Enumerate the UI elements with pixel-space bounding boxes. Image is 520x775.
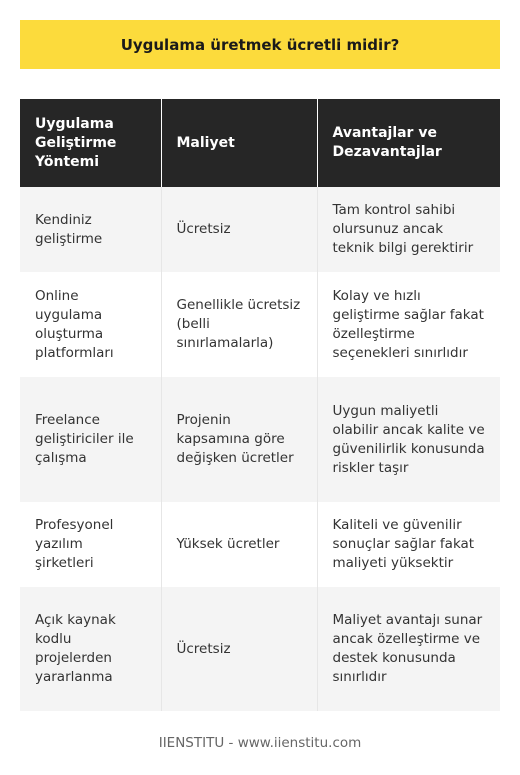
cell-method: Açık kaynak kodlu projelerden yararlanma: [20, 587, 161, 711]
cell-cost: Yüksek ücretler: [161, 502, 317, 587]
cell-cost: Genellikle ücretsiz (belli sınırlamalarla): [161, 272, 317, 377]
cell-cost: Ücretsiz: [161, 587, 317, 711]
table-row: [20, 587, 500, 711]
cell-pros-cons: Kaliteli ve güvenilir sonuçlar sağlar fakat maliyeti yüksektir: [317, 502, 500, 587]
cell-cost: Ücretsiz: [161, 187, 317, 272]
cell-pros-cons: Maliyet avantajı sunar ancak özelleştirme ve destek konusunda sınırlıdır: [317, 587, 500, 711]
table-row: [20, 272, 500, 377]
page-title: Uygulama üretmek ücretli midir?: [120, 35, 400, 54]
cell-pros-cons: Kolay ve hızlı geliştirme sağlar fakat özelleştirme seçenekleri sınırlıdır: [317, 272, 500, 377]
cell-method: Kendiniz geliştirme: [20, 187, 161, 272]
header-cost: Maliyet: [161, 99, 317, 187]
table-row: [20, 187, 500, 272]
cell-pros-cons: Tam kontrol sahibi olursunuz ancak teknik bilgi gerektirir: [317, 187, 500, 272]
cell-method: Profesyonel yazılım şirketleri: [20, 502, 161, 587]
comparison-table: [20, 99, 500, 711]
footer-credit: IIENSTITU - www.iienstitu.com: [158, 735, 362, 751]
header-pros-cons: Avantajlar ve Dezavantajlar: [317, 99, 500, 187]
table-row: [20, 502, 500, 587]
cell-method: Online uygulama oluşturma platformları: [20, 272, 161, 377]
title-banner: [20, 20, 500, 69]
cell-method: Freelance geliştiriciler ile çalışma: [20, 377, 161, 502]
cell-cost: Projenin kapsamına göre değişken ücretler: [161, 377, 317, 502]
cell-pros-cons: Uygun maliyetli olabilir ancak kalite ve güvenilirlik konusunda riskler taşır: [317, 377, 500, 502]
table-row: [20, 377, 500, 502]
table-header-row: [20, 99, 500, 187]
header-method: Uygulama Geliştirme Yöntemi: [20, 99, 161, 187]
